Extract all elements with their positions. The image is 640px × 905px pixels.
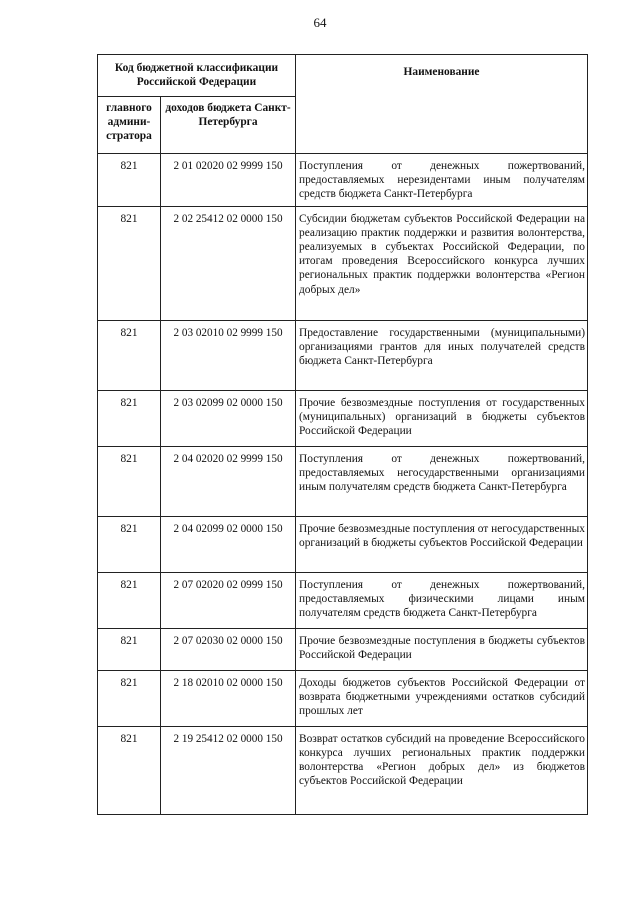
table-row (98, 726, 588, 814)
row-revenue-code: 2 04 02099 02 0000 150 (161, 516, 296, 572)
row-name: Поступления от денежных пожертвований, предоставляемых нерезидентами иным получателям средств бюджета Санкт-Петербурга (296, 154, 588, 207)
row-revenue-code: 2 01 02020 02 9999 150 (161, 154, 296, 207)
row-admin-code: 821 (98, 516, 161, 572)
budget-classification-table (97, 54, 588, 815)
row-admin-code: 821 (98, 206, 161, 320)
table-row (98, 154, 588, 207)
row-name: Поступления от денежных пожертвований, предоставляемых негосударственными организациями иным получателям средств бюджета Санкт-Петербурга (296, 446, 588, 516)
row-admin-code: 821 (98, 154, 161, 207)
table-row (98, 516, 588, 572)
row-admin-code: 821 (98, 390, 161, 446)
header-admin: главного админи-стратора (98, 97, 161, 154)
row-name: Прочие безвозмездные поступления в бюджеты субъектов Российской Федерации (296, 628, 588, 670)
row-admin-code: 821 (98, 726, 161, 814)
row-admin-code: 821 (98, 670, 161, 726)
header-code-group: Код бюджетной классификации Российской Федерации (98, 55, 296, 97)
row-revenue-code: 2 02 25412 02 0000 150 (161, 206, 296, 320)
row-name: Предоставление государственными (муниципальными) организациями грантов для иных получателей средств бюджета Санкт-Петербурга (296, 320, 588, 390)
row-revenue-code: 2 03 02099 02 0000 150 (161, 390, 296, 446)
table-row (98, 206, 588, 320)
row-revenue-code: 2 18 02010 02 0000 150 (161, 670, 296, 726)
table-row (98, 670, 588, 726)
row-admin-code: 821 (98, 572, 161, 628)
table-row (98, 320, 588, 390)
page-number: 64 (313, 15, 327, 30)
row-name: Прочие безвозмездные поступления от негосударственных организаций в бюджеты субъектов Российской Федерации (296, 516, 588, 572)
row-name: Возврат остатков субсидий на проведение Всероссийского конкурса лучших региональных практик поддержки волонтерства «Регион добрых дел» из бюджетов субъектов Российской Федерации (296, 726, 588, 814)
header-name: Наименование (296, 55, 588, 154)
row-name: Поступления от денежных пожертвований, предоставляемых физическими лицами иным получателям средств бюджета Санкт-Петербурга (296, 572, 588, 628)
table-row (98, 390, 588, 446)
row-name: Прочие безвозмездные поступления от государственных (муниципальных) организаций в бюджеты субъектов Российской Федерации (296, 390, 588, 446)
table-row (98, 572, 588, 628)
row-revenue-code: 2 07 02030 02 0000 150 (161, 628, 296, 670)
row-admin-code: 821 (98, 628, 161, 670)
header-revenue: доходов бюджета Санкт-Петербурга (161, 97, 296, 154)
row-name: Субсидии бюджетам субъектов Российской Федерации на реализацию практик поддержки и развития волонтерства, реализуемых в субъектах Российской Федерации, по итогам проведения Всероссийского конкурса лучших региональных практик поддержки волонтерства «Регион добрых дел» (296, 206, 588, 320)
row-admin-code: 821 (98, 320, 161, 390)
row-revenue-code: 2 03 02010 02 9999 150 (161, 320, 296, 390)
row-revenue-code: 2 07 02020 02 0999 150 (161, 572, 296, 628)
row-name: Доходы бюджетов субъектов Российской Федерации от возврата бюджетными учреждениями остатков субсидий прошлых лет (296, 670, 588, 726)
table-row (98, 446, 588, 516)
row-admin-code: 821 (98, 446, 161, 516)
row-revenue-code: 2 04 02020 02 9999 150 (161, 446, 296, 516)
row-revenue-code: 2 19 25412 02 0000 150 (161, 726, 296, 814)
table-row (98, 628, 588, 670)
